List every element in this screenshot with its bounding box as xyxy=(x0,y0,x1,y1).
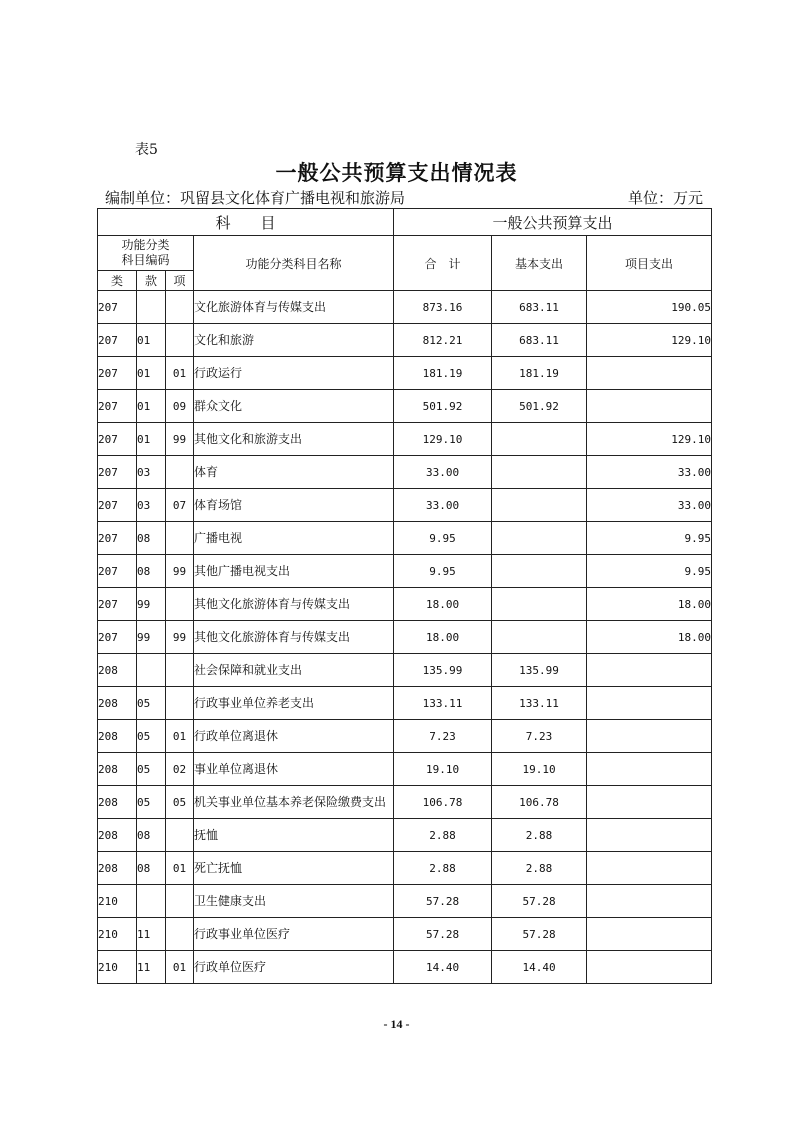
basic-expenditure-cell: 106.78 xyxy=(492,786,587,819)
project-expenditure-cell xyxy=(587,885,712,918)
total-cell: 135.99 xyxy=(394,654,492,687)
item-code-cell xyxy=(166,885,194,918)
basic-expenditure-cell xyxy=(492,522,587,555)
total-cell: 57.28 xyxy=(394,885,492,918)
project-expenditure-cell xyxy=(587,687,712,720)
table-row xyxy=(98,324,712,357)
section-code-cell: 03 xyxy=(137,489,166,522)
subject-name-cell: 行政单位医疗 xyxy=(194,951,394,984)
subject-name-cell: 其他广播电视支出 xyxy=(194,555,394,588)
item-code-cell: 02 xyxy=(166,753,194,786)
basic-expenditure-cell: 19.10 xyxy=(492,753,587,786)
basic-expenditure-cell: 683.11 xyxy=(492,324,587,357)
section-code-cell: 01 xyxy=(137,390,166,423)
section-code-cell: 05 xyxy=(137,786,166,819)
class-code-cell: 210 xyxy=(98,918,137,951)
table-number: 表5 xyxy=(135,142,158,158)
project-column-header: 项目支出 xyxy=(587,236,712,291)
subject-name-cell: 社会保障和就业支出 xyxy=(194,654,394,687)
class-code-cell: 207 xyxy=(98,423,137,456)
subject-name-cell: 群众文化 xyxy=(194,390,394,423)
section-code-cell: 11 xyxy=(137,951,166,984)
project-expenditure-cell xyxy=(587,786,712,819)
section-code-cell: 05 xyxy=(137,687,166,720)
item-code-cell: 99 xyxy=(166,423,194,456)
project-expenditure-cell xyxy=(587,390,712,423)
budget-table xyxy=(97,208,712,984)
section-code-cell: 01 xyxy=(137,324,166,357)
class-code-cell: 208 xyxy=(98,786,137,819)
section-code-cell xyxy=(137,654,166,687)
total-cell: 181.19 xyxy=(394,357,492,390)
basic-expenditure-cell xyxy=(492,588,587,621)
class-code-cell: 207 xyxy=(98,555,137,588)
table-row xyxy=(98,786,712,819)
project-expenditure-cell xyxy=(587,918,712,951)
item-code-cell: 07 xyxy=(166,489,194,522)
table-row xyxy=(98,918,712,951)
section-code-cell: 99 xyxy=(137,588,166,621)
basic-column-header: 基本支出 xyxy=(492,236,587,291)
project-expenditure-cell: 9.95 xyxy=(587,555,712,588)
project-expenditure-cell xyxy=(587,357,712,390)
table-row xyxy=(98,621,712,654)
code-header: 功能分类 科目编码 xyxy=(98,236,194,271)
total-cell: 129.10 xyxy=(394,423,492,456)
project-expenditure-cell: 18.00 xyxy=(587,588,712,621)
table-row xyxy=(98,819,712,852)
kuan-column-header: 款 xyxy=(137,271,166,291)
subject-name-cell: 行政运行 xyxy=(194,357,394,390)
total-cell: 18.00 xyxy=(394,588,492,621)
lei-column-header: 类 xyxy=(98,271,137,291)
basic-expenditure-cell: 133.11 xyxy=(492,687,587,720)
expenditure-header: 一般公共预算支出 xyxy=(394,209,712,236)
project-expenditure-cell xyxy=(587,852,712,885)
class-code-cell: 207 xyxy=(98,489,137,522)
class-code-cell: 210 xyxy=(98,885,137,918)
basic-expenditure-cell: 14.40 xyxy=(492,951,587,984)
project-expenditure-cell: 190.05 xyxy=(587,291,712,324)
project-expenditure-cell xyxy=(587,951,712,984)
basic-expenditure-cell: 57.28 xyxy=(492,885,587,918)
table-row xyxy=(98,588,712,621)
table-row xyxy=(98,852,712,885)
basic-expenditure-cell: 57.28 xyxy=(492,918,587,951)
subject-name-cell: 其他文化和旅游支出 xyxy=(194,423,394,456)
page-title: 一般公共预算支出情况表 xyxy=(275,161,518,185)
project-expenditure-cell: 33.00 xyxy=(587,456,712,489)
item-code-cell xyxy=(166,588,194,621)
class-code-cell: 207 xyxy=(98,588,137,621)
project-expenditure-cell: 33.00 xyxy=(587,489,712,522)
table-row xyxy=(98,753,712,786)
total-cell: 9.95 xyxy=(394,522,492,555)
item-code-cell: 01 xyxy=(166,357,194,390)
class-code-cell: 208 xyxy=(98,720,137,753)
basic-expenditure-cell: 683.11 xyxy=(492,291,587,324)
item-code-cell xyxy=(166,687,194,720)
section-code-cell: 11 xyxy=(137,918,166,951)
table-row xyxy=(98,522,712,555)
table-row xyxy=(98,720,712,753)
total-cell: 19.10 xyxy=(394,753,492,786)
item-code-cell xyxy=(166,291,194,324)
section-code-cell: 99 xyxy=(137,621,166,654)
subject-name-cell: 机关事业单位基本养老保险缴费支出 xyxy=(194,786,394,819)
basic-expenditure-cell xyxy=(492,423,587,456)
table-row xyxy=(98,357,712,390)
subject-name-cell: 死亡抚恤 xyxy=(194,852,394,885)
project-expenditure-cell: 129.10 xyxy=(587,324,712,357)
table-row xyxy=(98,456,712,489)
subject-name-cell: 行政事业单位养老支出 xyxy=(194,687,394,720)
section-code-cell: 05 xyxy=(137,753,166,786)
class-code-cell: 207 xyxy=(98,291,137,324)
project-expenditure-cell: 9.95 xyxy=(587,522,712,555)
total-cell: 133.11 xyxy=(394,687,492,720)
project-expenditure-cell xyxy=(587,819,712,852)
table-row xyxy=(98,423,712,456)
table-body xyxy=(98,291,712,984)
subject-name-cell: 事业单位离退休 xyxy=(194,753,394,786)
item-code-cell: 01 xyxy=(166,852,194,885)
item-code-cell xyxy=(166,819,194,852)
basic-expenditure-cell: 181.19 xyxy=(492,357,587,390)
basic-expenditure-cell xyxy=(492,555,587,588)
total-cell: 873.16 xyxy=(394,291,492,324)
total-cell: 2.88 xyxy=(394,852,492,885)
table-row xyxy=(98,489,712,522)
item-code-cell xyxy=(166,456,194,489)
basic-expenditure-cell xyxy=(492,621,587,654)
basic-expenditure-cell: 2.88 xyxy=(492,819,587,852)
item-code-cell: 01 xyxy=(166,720,194,753)
table-row xyxy=(98,390,712,423)
class-code-cell: 207 xyxy=(98,522,137,555)
class-code-cell: 207 xyxy=(98,390,137,423)
total-cell: 57.28 xyxy=(394,918,492,951)
table-row xyxy=(98,654,712,687)
total-cell: 501.92 xyxy=(394,390,492,423)
section-code-cell: 05 xyxy=(137,720,166,753)
name-column-header: 功能分类科目名称 xyxy=(194,236,394,291)
item-code-cell xyxy=(166,654,194,687)
section-code-cell xyxy=(137,885,166,918)
item-code-cell: 09 xyxy=(166,390,194,423)
table-row xyxy=(98,885,712,918)
section-code-cell: 03 xyxy=(137,456,166,489)
unit-label: 单位：万元 xyxy=(627,189,703,207)
class-code-cell: 207 xyxy=(98,456,137,489)
subject-name-cell: 其他文化旅游体育与传媒支出 xyxy=(194,588,394,621)
item-code-cell xyxy=(166,324,194,357)
item-code-cell xyxy=(166,522,194,555)
project-expenditure-cell xyxy=(587,720,712,753)
total-cell: 7.23 xyxy=(394,720,492,753)
class-code-cell: 210 xyxy=(98,951,137,984)
table-row xyxy=(98,291,712,324)
class-code-cell: 208 xyxy=(98,753,137,786)
subject-name-cell: 体育 xyxy=(194,456,394,489)
section-code-cell xyxy=(137,291,166,324)
section-code-cell: 01 xyxy=(137,423,166,456)
section-code-cell: 08 xyxy=(137,522,166,555)
section-code-cell: 08 xyxy=(137,852,166,885)
project-expenditure-cell: 18.00 xyxy=(587,621,712,654)
total-cell: 14.40 xyxy=(394,951,492,984)
subject-name-cell: 广播电视 xyxy=(194,522,394,555)
subject-name-cell: 文化和旅游 xyxy=(194,324,394,357)
section-code-cell: 08 xyxy=(137,819,166,852)
total-cell: 2.88 xyxy=(394,819,492,852)
total-cell: 18.00 xyxy=(394,621,492,654)
class-code-cell: 207 xyxy=(98,357,137,390)
subject-name-cell: 文化旅游体育与传媒支出 xyxy=(194,291,394,324)
class-code-cell: 207 xyxy=(98,621,137,654)
class-code-cell: 208 xyxy=(98,687,137,720)
subject-name-cell: 其他文化旅游体育与传媒支出 xyxy=(194,621,394,654)
total-cell: 106.78 xyxy=(394,786,492,819)
class-code-cell: 208 xyxy=(98,654,137,687)
section-code-cell: 01 xyxy=(137,357,166,390)
table-row xyxy=(98,687,712,720)
basic-expenditure-cell: 135.99 xyxy=(492,654,587,687)
subject-name-cell: 卫生健康支出 xyxy=(194,885,394,918)
item-code-cell: 05 xyxy=(166,786,194,819)
total-cell: 33.00 xyxy=(394,489,492,522)
class-code-cell: 207 xyxy=(98,324,137,357)
section-code-cell: 08 xyxy=(137,555,166,588)
subject-header: 科 目 xyxy=(98,209,394,236)
basic-expenditure-cell: 7.23 xyxy=(492,720,587,753)
subject-name-cell: 抚恤 xyxy=(194,819,394,852)
organization-label: 编制单位：巩留县文化体育广播电视和旅游局 xyxy=(105,189,406,207)
project-expenditure-cell: 129.10 xyxy=(587,423,712,456)
class-code-cell: 208 xyxy=(98,852,137,885)
class-code-cell: 208 xyxy=(98,819,137,852)
page-number: - 14 - xyxy=(383,1017,410,1031)
total-column-header: 合 计 xyxy=(394,236,492,291)
total-cell: 9.95 xyxy=(394,555,492,588)
basic-expenditure-cell: 2.88 xyxy=(492,852,587,885)
project-expenditure-cell xyxy=(587,753,712,786)
item-code-cell: 99 xyxy=(166,555,194,588)
subject-name-cell: 行政单位离退休 xyxy=(194,720,394,753)
item-code-cell xyxy=(166,918,194,951)
basic-expenditure-cell: 501.92 xyxy=(492,390,587,423)
xiang-column-header: 项 xyxy=(166,271,194,291)
item-code-cell: 01 xyxy=(166,951,194,984)
project-expenditure-cell xyxy=(587,654,712,687)
total-cell: 33.00 xyxy=(394,456,492,489)
basic-expenditure-cell xyxy=(492,489,587,522)
basic-expenditure-cell xyxy=(492,456,587,489)
subject-name-cell: 体育场馆 xyxy=(194,489,394,522)
table-row xyxy=(98,555,712,588)
item-code-cell: 99 xyxy=(166,621,194,654)
table-row xyxy=(98,951,712,984)
total-cell: 812.21 xyxy=(394,324,492,357)
subject-name-cell: 行政事业单位医疗 xyxy=(194,918,394,951)
